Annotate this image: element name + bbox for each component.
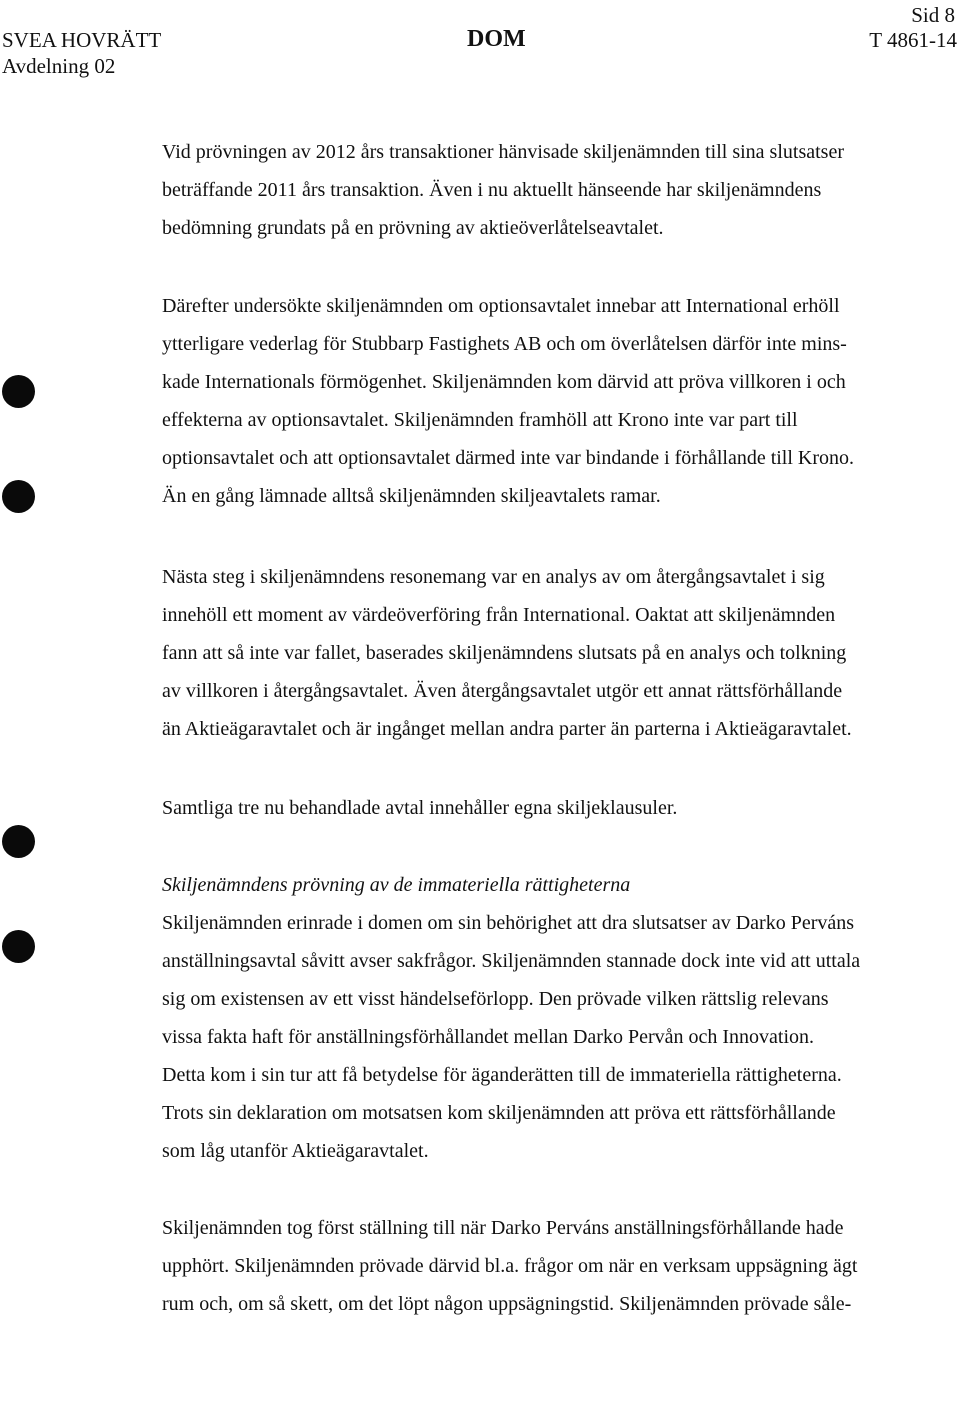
text-line: rum och, om så skett, om det löpt någon uppsägningstid. Skiljenämnden prövade såle- <box>162 1293 852 1315</box>
punch-hole-icon <box>2 930 35 963</box>
paragraph <box>162 866 952 1170</box>
text-line: optionsavtalet och att optionsavtalet därmed inte var bindande i förhållande till Krono. <box>162 447 855 469</box>
text-line: upphört. Skiljenämnden prövade därvid bl.a. frågor om när en verksam uppsägning ägt <box>162 1255 858 1277</box>
text-line: fann att så inte var fallet, baserades skiljenämndens slutsats på en analys och tolkning <box>162 642 847 664</box>
punch-hole-icon <box>2 825 35 858</box>
text-line: ytterligare vederlag för Stubbarp Fastighets AB och om överlåtelsen därför inte mins- <box>162 333 847 355</box>
court-name: SVEA HOVRÄTT <box>2 28 162 52</box>
paragraph <box>162 287 952 515</box>
section-heading: Skiljenämndens prövning av de immateriella rättigheterna <box>162 874 631 896</box>
text-line: beträffande 2011 års transaktion. Även i nu aktuellt hänseende har skiljenämndens <box>162 179 822 201</box>
text-line: Samtliga tre nu behandlade avtal innehåller egna skiljeklausuler. <box>162 797 678 819</box>
punch-hole-icon <box>2 480 35 513</box>
text-line: Vid prövningen av 2012 års transaktioner hänvisade skiljenämnden till sina slutsatser <box>162 141 844 163</box>
text-line: Nästa steg i skiljenämndens resonemang var en analys av om återgångsavtalet i sig <box>162 566 825 588</box>
text-line: sig om existensen av ett visst händelseförlopp. Den prövade vilken rättslig relevans <box>162 988 829 1010</box>
text-line: Trots sin deklaration om motsatsen kom skiljenämnden att pröva ett rättsförhållande <box>162 1102 836 1124</box>
text-line: än Aktieägaravtalet och är ingånget mellan andra parter än parterna i Aktieägaravtalet. <box>162 718 852 740</box>
text-line: innehöll ett moment av värdeöverföring från International. Oaktat att skiljenämnden <box>162 604 836 626</box>
text-line: Därefter undersökte skiljenämnden om optionsavtalet innebar att International erhöll <box>162 295 840 317</box>
text-line: Skiljenämnden erinrade i domen om sin behörighet att dra slutsatser av Darko Perváns <box>162 912 855 934</box>
page-number: Sid 8 <box>911 3 955 27</box>
punch-hole-icon <box>2 375 35 408</box>
text-line: effekterna av optionsavtalet. Skiljenämnden framhöll att Krono inte var part till <box>162 409 798 431</box>
text-line: vissa fakta haft för anställningsförhållandet mellan Darko Pervån och Innovation. <box>162 1026 815 1048</box>
document-type: DOM <box>467 26 526 52</box>
paragraph <box>162 789 952 827</box>
paragraph <box>162 133 952 247</box>
text-line: som låg utanför Aktieägaravtalet. <box>162 1140 429 1162</box>
text-line: av villkoren i återgångsavtalet. Även återgångsavtalet utgör ett annat rättsförhållande <box>162 680 843 702</box>
text-line: Skiljenämnden tog först ställning till när Darko Perváns anställningsförhållande hade <box>162 1217 844 1239</box>
paragraph <box>162 1209 952 1323</box>
case-number: T 4861-14 <box>869 28 957 52</box>
text-line: kade Internationals förmögenhet. Skiljenämnden kom därvid att pröva villkoren i och <box>162 371 846 393</box>
paragraph <box>162 558 952 748</box>
text-line: bedömning grundats på en prövning av aktieöverlåtelseavtalet. <box>162 217 664 239</box>
text-line: anställningsavtal såvitt avser sakfrågor. Skiljenämnden stannade dock inte vid att uttala <box>162 950 861 972</box>
department-name: Avdelning 02 <box>2 54 116 78</box>
text-line: Än en gång lämnade alltså skiljenämnden skiljeavtalets ramar. <box>162 485 661 507</box>
text-line: Detta kom i sin tur att få betydelse för äganderätten till de immateriella rättigheterna. <box>162 1064 842 1086</box>
